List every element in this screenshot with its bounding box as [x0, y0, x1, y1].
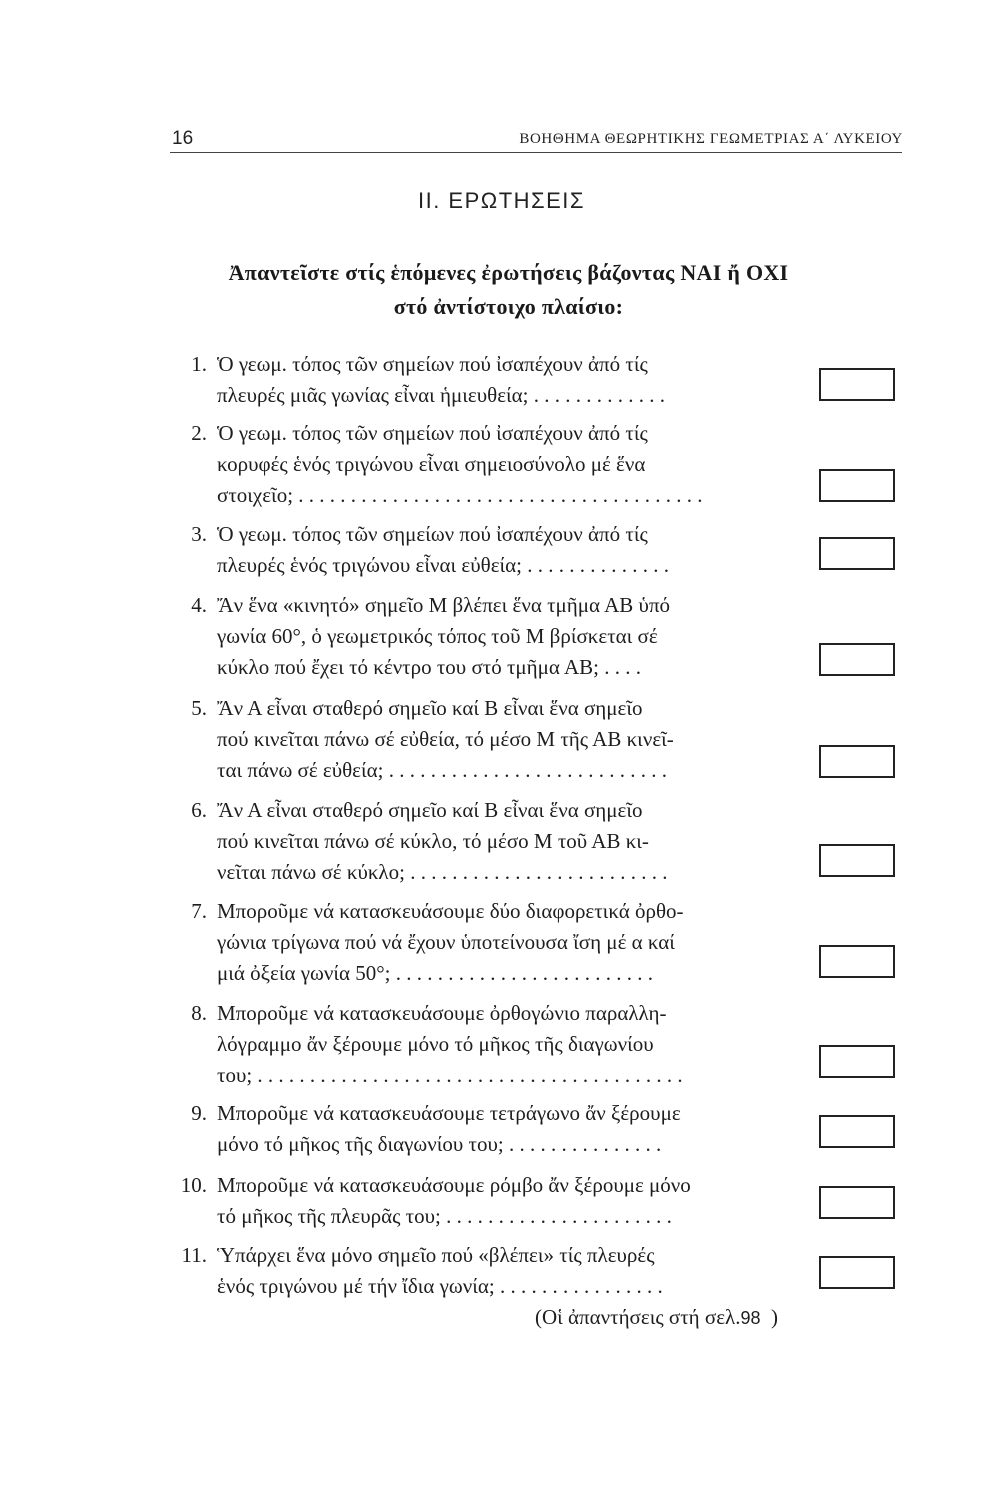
- question-line: κορυφές ἑνός τριγώνου εἶναι σημειοσύνολο μέ ἕνα: [217, 452, 646, 476]
- instructions: [140, 256, 877, 324]
- question-line: Μποροῦμε νά κατασκευάσουμε τετράγωνο ἄν ξέρουμε: [217, 1101, 681, 1125]
- question-line: κύκλο πού ἔχει τό κέντρο του στό τμῆμα ΑΒ; . . . .: [217, 655, 641, 679]
- question-number: 4.: [191, 593, 207, 617]
- question-line: πού κινεῖται πάνω σέ κύκλο, τό μέσο Μ τοῦ ΑΒ κι-: [217, 829, 649, 853]
- answers-note-suffix: ): [771, 1305, 778, 1329]
- question-line: Μποροῦμε νά κατασκευάσουμε ρόμβο ἄν ξέρουμε μόνο: [217, 1173, 691, 1197]
- question-line: Ἄν Α εἶναι σταθερό σημεῖο καί Β εἶναι ἕνα σημεῖο: [217, 798, 643, 822]
- question-text: [217, 1098, 787, 1160]
- answer-box-1[interactable]: [819, 368, 895, 401]
- question-line: Ἄν Α εἶναι σταθερό σημεῖο καί Β εἶναι ἕνα σημεῖο: [217, 696, 643, 720]
- section-title: II. ΕΡΩΤΗΣΕΙΣ: [417, 188, 586, 213]
- question-number: 6.: [191, 798, 207, 822]
- question-line: Ὁ γεωμ. τόπος τῶν σημείων πού ἰσαπέχουν ἀπό τίς: [217, 522, 648, 546]
- question-line: πού κινεῖται πάνω σέ εὐθεία, τό μέσο Μ τῆς ΑΒ κινεῖ-: [217, 727, 674, 751]
- question-text: [217, 590, 787, 683]
- question-line: Ὁ γεωμ. τόπος τῶν σημείων πού ἰσαπέχουν ἀπό τίς: [217, 421, 648, 445]
- question-number: 5.: [191, 696, 207, 720]
- answer-box-5[interactable]: [819, 745, 895, 778]
- answer-box-4[interactable]: [819, 643, 895, 676]
- question-text: [217, 693, 787, 786]
- answers-note-prefix: (Οἱ ἀπαντήσεις στή σελ.: [534, 1305, 741, 1329]
- question-line: πλευρές μιᾶς γωνίας εἶναι ἡμιευθεία; . . . . . . . . . . . . .: [217, 383, 665, 407]
- question-number: 11.: [181, 1243, 207, 1267]
- question-line: λόγραμμο ἄν ξέρουμε μόνο τό μῆκος τῆς διαγωνίου: [217, 1032, 654, 1056]
- question-line: πλευρές ἑνός τριγώνου εἶναι εὐθεία; . . . . . . . . . . . . . .: [217, 553, 670, 577]
- header-rule: [170, 152, 902, 153]
- answer-box-6[interactable]: [819, 844, 895, 877]
- question-text: [217, 1240, 787, 1302]
- question-text: [217, 519, 787, 581]
- question-number: 3.: [191, 522, 207, 546]
- question-text: [217, 418, 787, 511]
- answer-box-7[interactable]: [819, 945, 895, 978]
- answer-box-11[interactable]: [819, 1256, 895, 1289]
- question-line: μόνο τό μῆκος τῆς διαγωνίου του; . . . . . . . . . . . . . . .: [217, 1132, 662, 1156]
- question-line: Ὑπάρχει ἕνα μόνο σημεῖο πού «βλέπει» τίς πλευρές: [217, 1243, 655, 1267]
- question-text: [217, 349, 787, 411]
- answers-page-number: 98: [740, 1308, 761, 1328]
- instructions-line-1: Ἀπαντεῖστε στίς ἑπόμενες ἐρωτήσεις βάζοντας ΝΑΙ ἤ ΟΧΙ: [228, 260, 789, 285]
- question-number: 1.: [191, 352, 207, 376]
- question-number: 9.: [191, 1101, 207, 1125]
- question-line: Ἄν ἕνα «κινητό» σημεῖο Μ βλέπει ἕνα τμῆμα ΑΒ ὑπό: [217, 593, 671, 617]
- question-line: Μποροῦμε νά κατασκευάσουμε ὀρθογώνιο παραλλη-: [217, 1001, 667, 1025]
- question-text: [217, 896, 787, 989]
- question-line: στοιχεῖο; . . . . . . . . . . . . . . . . . . . . . . . . . . . . . . . . . . . . . . .: [217, 483, 703, 507]
- question-line: ἑνός τριγώνου μέ τήν ἴδια γωνία; . . . . . . . . . . . . . . . .: [217, 1274, 663, 1298]
- answer-box-3[interactable]: [819, 537, 895, 570]
- question-line: γωνία 60°, ὁ γεωμετρικός τόπος τοῦ Μ βρίσκεται σέ: [217, 624, 658, 648]
- question-number: 8.: [191, 1001, 207, 1025]
- question-line: Μποροῦμε νά κατασκευάσουμε δύο διαφορετικά ὀρθο-: [217, 899, 684, 923]
- question-number: 7.: [191, 899, 207, 923]
- answer-box-9[interactable]: [819, 1115, 895, 1148]
- question-line: μιά ὀξεία γωνία 50°; . . . . . . . . . . . . . . . . . . . . . . . . .: [217, 961, 653, 985]
- question-line: γώνια τρίγωνα πού νά ἔχουν ὑποτείνουσα ἴση μέ α καί: [217, 930, 675, 954]
- answer-box-8[interactable]: [819, 1045, 895, 1078]
- answers-reference-note: [535, 1305, 778, 1330]
- question-text: [217, 1170, 787, 1232]
- instructions-line-2: στό ἀντίστοιχο πλαίσιο:: [393, 294, 624, 319]
- answer-box-2[interactable]: [819, 469, 895, 502]
- question-line: ται πάνω σέ εὐθεία; . . . . . . . . . . . . . . . . . . . . . . . . . . .: [217, 758, 667, 782]
- question-number: 2.: [191, 421, 207, 445]
- page-number: 16: [172, 128, 194, 149]
- question-line: νεῖται πάνω σέ κύκλο; . . . . . . . . . . . . . . . . . . . . . . . . .: [217, 860, 668, 884]
- question-line: τό μῆκος τῆς πλευρᾶς του; . . . . . . . . . . . . . . . . . . . . . .: [217, 1204, 672, 1228]
- question-text: [217, 998, 787, 1091]
- running-head: ΒΟΗΘΗΜΑ ΘΕΩΡΗΤΙΚΗΣ ΓΕΩΜΕΤΡΙΑΣ Α΄ ΛΥΚΕΙΟΥ: [519, 131, 903, 147]
- question-text: [217, 795, 787, 888]
- question-number: 10.: [180, 1173, 207, 1197]
- question-line: του; . . . . . . . . . . . . . . . . . . . . . . . . . . . . . . . . . . . . . . . . .: [217, 1063, 683, 1087]
- answer-box-10[interactable]: [819, 1186, 895, 1219]
- question-line: Ὁ γεωμ. τόπος τῶν σημείων πού ἰσαπέχουν ἀπό τίς: [217, 352, 648, 376]
